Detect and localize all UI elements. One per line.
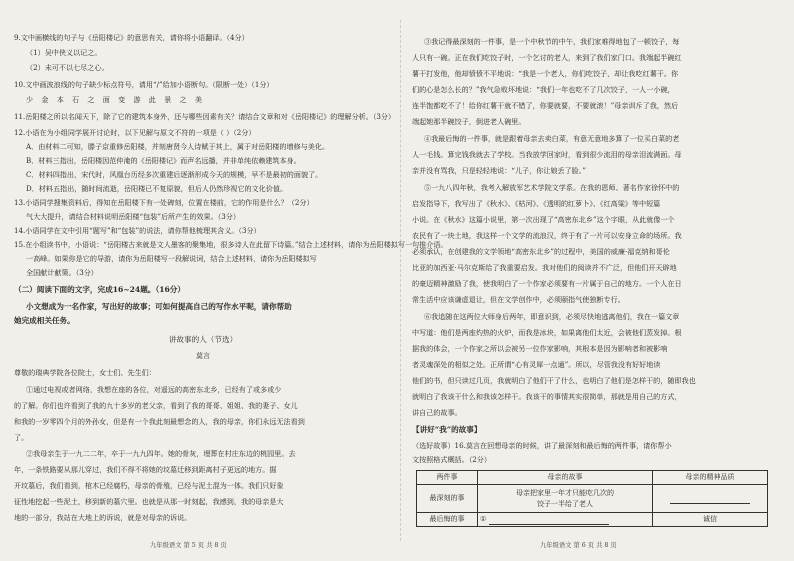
question-15: 15.在小组读书中，小语说：“岳阳楼古来就是文人墨客的聚集地，很多诗人在此留下诗篇。”结合上述材料，请你为岳阳楼拟写一句推介语。 [14, 240, 448, 249]
page-divider [400, 20, 401, 541]
table-header-events: 两件事 [417, 471, 478, 485]
question-9-item-2: （2）未可不以七尽之心。 [26, 63, 109, 72]
paragraph-1-line-2: 的了解。你们也许看到了我的九十多岁的老父亲，看到了我的哥哥、姐姐、我的妻子、女儿 [14, 401, 298, 410]
question-16: （选好故事）16.莫言在回想母亲的时候，讲了最深刻和最后悔的两件事，请你帮小 [412, 441, 672, 450]
table-header-quality: 母亲的精神品质 [653, 471, 768, 485]
right-page-footer: 九年级语文 第 6 页 共 8 页 [540, 542, 617, 549]
paragraph-6-line-5: 他们的书，但只读过几页，我就明白了他们干了什么，也明白了他们是怎样干的，随即我也 [412, 376, 696, 385]
row2-quality: 诚信 [653, 513, 768, 527]
paragraph-6: ⑥我追随在这两位大师身后两年，即意识到，必须尽快地逃离他们，我在一篇文章 [424, 312, 680, 321]
question-12-option-d: D．材料五指出，随时间流逝，岳阳楼已不复原貌，但后人仍然珍视它的文化价值。 [26, 184, 288, 193]
salutation: 尊敬的瑞典学院各位院士，女士们、先生们： [14, 368, 156, 377]
paragraph-5-line-8: 常生活中应该谦虚退让，但在文学创作中，必须颐指气使独断专行。 [412, 295, 625, 304]
paragraph-6-line-2: 中写道：他们是两座灼热的火炉，而我是冰块，如果离他们太近，会被他们蒸发掉。根 [412, 328, 682, 337]
question-12: 12.小语在为小组同学展开讨论时，以下见解与原文不符的一项是（ ）（2分） [14, 128, 256, 137]
row2-label: 最后悔的事 [417, 513, 478, 527]
question-12-option-a: A．由材料二可知，滕子京重修岳阳楼，并刻唐贤今人诗赋于其上，属于对岳阳楼的增修与美化。 [26, 142, 330, 151]
paragraph-3: ③我记得最深刻的一件事，是一个中秋节的中午，我们家难得地包了一顿饺子，每 [424, 37, 680, 46]
paragraph-3-line-3: 薯干打发他，他却愤愤不平地说：“我是一个老人，你们吃饺子，却让我吃红薯干。你 [412, 69, 679, 78]
paragraph-5-line-3: 小说。在《秋水》这篇小说里，第一次出现了“高密东北乡”这个字眼，从此就像一个 [412, 215, 675, 224]
row1-story-line2: 饺子一半给了老人 [537, 499, 593, 508]
paragraph-4-line-2: 人一毛钱。算完钱我就去了学校。当我放学回家时，看到很少流泪的母亲泪流满面。母 [412, 150, 682, 159]
question-16-block [412, 0, 780, 561]
row1-label: 最深刻的事 [417, 485, 478, 513]
question-9-item-1: （1）吴中侠义以记之。 [26, 48, 102, 57]
paragraph-5-line-4: 农民有了一块土地，我这样一个文学的流浪汉，终于有了一片可以安身立命的场所。我 [412, 231, 682, 240]
paragraph-5-line-5: 必须承认，在创建我的文学领地“高密东北乡”的过程中，美国的威廉·福克纳和哥伦 [412, 247, 670, 256]
article-author: 莫言 [195, 351, 211, 360]
question-10-sentence: 少 金 本 石 之 面 变 游 此 景 之 美 [26, 95, 205, 104]
paragraph-5: ⑤一九八四年秋，我考入解放军艺术学院文学系。在我的恩师、著名作家徐怀中的 [424, 183, 680, 192]
paragraph-4: ④我最后悔的一件事，就是跟着母亲去卖白菜，有意无意地多算了一位买白菜的老 [424, 134, 680, 143]
paragraph-5-line-7: 的豪迈精神激励了我，使我明白了一个作家必须要有一片属于自己的地方。一个人在日 [412, 279, 682, 288]
paragraph-3-line-4: 们的心是怎么长的？”我气急败坏地说：“我们一年也吃不了几次饺子，一人一小碗， [412, 85, 675, 94]
question-12-option-b: B．材料三指出，岳阳楼因范仲淹的《岳阳楼记》而声名远播，并非单纯依赖建筑本身。 [26, 156, 301, 165]
paragraph-2-line-3: 开坟墓后，我们看到，棺木已经腐朽，母亲的骨殖，已经与泥土混为一体。我们只好象 [14, 481, 284, 490]
paragraph-2-line-4: 征性地挖起一些泥土，移到新的墓穴里。也就是从那一时刻起，我感到，我的母亲是大 [14, 497, 284, 506]
question-10: 10.文中画波浪线的句子缺少标点符号，请用“/”给加小语断句。（限断一处）（1分） [14, 80, 274, 89]
paragraph-1: ①通过电视或者网络，我想在座的各位，对遥远的高密东北乡，已经有了或多或少 [26, 385, 282, 394]
question-15-cont: 一高峰。如果你是它的导游，请你为岳阳楼写一段解说词，结合上述材料，请你为岳阳楼拟写 [26, 254, 317, 263]
paragraph-1-line-4: 了。 [14, 433, 29, 442]
row1-story [478, 485, 653, 513]
question-13-cont: 气大大提升，请结合材料说明岳阳楼“包装”后所产生的效果。（3分） [26, 212, 240, 221]
row1-quality-blank[interactable] [670, 494, 750, 504]
paragraph-6-line-7: 讲自己的故事。 [412, 408, 462, 417]
table-header-story: 母亲的故事 [478, 471, 653, 485]
question-16-cont: 文按照格式概括。（2分） [412, 455, 491, 464]
paragraph-2-line-5: 地的一部分，我站在大地上的诉说，就是对母亲的诉说。 [14, 513, 192, 522]
question-13: 13.小语同学搜集资料后，得知在岳阳楼下有一处碑刻，位置在楼前，它的作用是什么？（2分） [14, 198, 314, 207]
paragraph-1-line-3: 和我的一岁零四个月的外孙女，但是有一个我此刻最想念的人，我的母亲，你们永远无法看到 [14, 417, 305, 426]
paragraph-2-line-2: 年，一条铁路要从那儿穿过，我们不得不将她的坟墓迁移到距离村子更远的地方。掘 [14, 465, 277, 474]
question-14: 14.小语同学在文中引用“题写”和“包装”的说法，请你帮他梳理其含义。（3分） [14, 226, 261, 235]
paragraph-3-line-5: 连半饱都吃不了！给你红薯干就不错了，你要就要，不要就滚！”母亲训斥了我，然后 [412, 101, 679, 110]
paragraph-6-line-3: 据我的体会，一个作家之所以会被另一位作家影响，其根本是因为影响者和被影响 [412, 344, 668, 353]
row2-story-marker: ① [480, 514, 487, 523]
paragraph-6-line-6: 就明白了我该干什么和我该怎样干。我该干的事情其实很简单，那就是用自己的方式， [412, 392, 682, 401]
row1-story-line1: 母亲把家里一年才只能吃几次的 [516, 488, 614, 497]
row2-story-answer[interactable] [478, 513, 653, 527]
task-intro-cont: 她完成相关任务。 [14, 316, 75, 325]
answer-table [416, 470, 768, 527]
question-11: 11.岳阳楼之所以名闻天下，除了它的建筑本身外，还与哪些因素有关？请结合文章和对《岳阳楼记》的理解分析。（3分） [14, 112, 396, 121]
section-label: 【讲好“我”的故事】 [412, 425, 482, 434]
row1-quality-answer[interactable] [653, 485, 768, 513]
paragraph-4-line-3: 亲并没有骂我，只是轻轻地说：“儿子，你让娘丢了脸。” [412, 166, 586, 175]
row2-story-blank[interactable] [489, 515, 609, 525]
paragraph-3-line-6: 端起她那半碗饺子，倒进老人碗里。 [412, 117, 526, 126]
paragraph-2: ②我母亲生于一九二二年，卒于一九九四年。她的骨灰，埋葬在村庄东边的桃园里。去 [26, 449, 296, 458]
section-2-heading: （二）阅读下面的文字，完成16~24题。（16分） [14, 285, 185, 294]
paragraph-5-line-2: 启发指导下，我写出了《秋水》、《枯河》、《透明的红萝卜》、《红高粱》等中短篇 [412, 199, 661, 208]
question-15-cont2: 全国献计献策。（3分） [26, 268, 98, 277]
paragraph-3-line-2: 人只有一碗。正在我们吃饺子时，一个乞讨的老人，来到了我们家门口。我端起半碗红 [412, 53, 682, 62]
question-9: 9.文中画横线的句子与《岳阳楼记》的意思有关，请你将小语翻译。（4分） [14, 33, 249, 42]
left-page-footer: 九年级语文 第 5 页 共 8 页 [150, 542, 227, 549]
paragraph-5-line-6: 比亚的加西亚·马尔克斯给了我重要启发。我对他们的阅读并不广泛，但他们开天辟地 [412, 263, 677, 272]
paragraph-6-line-4: 者灵魂深处的相似之处。正所谓“心有灵犀一点通”。所以，尽管我没有好好地读 [412, 360, 661, 369]
article-title: 讲故事的人（节选） [168, 335, 238, 344]
task-intro: 小文想成为一名作家，写出好的故事；可如何提高自己的写作水平呢，请你帮助 [26, 302, 292, 311]
question-12-option-c: C．材料四指出，宋代时，风凰台历经多次重建后逐渐形成今天的规模，早不是最初的面貌了。 [26, 170, 323, 179]
